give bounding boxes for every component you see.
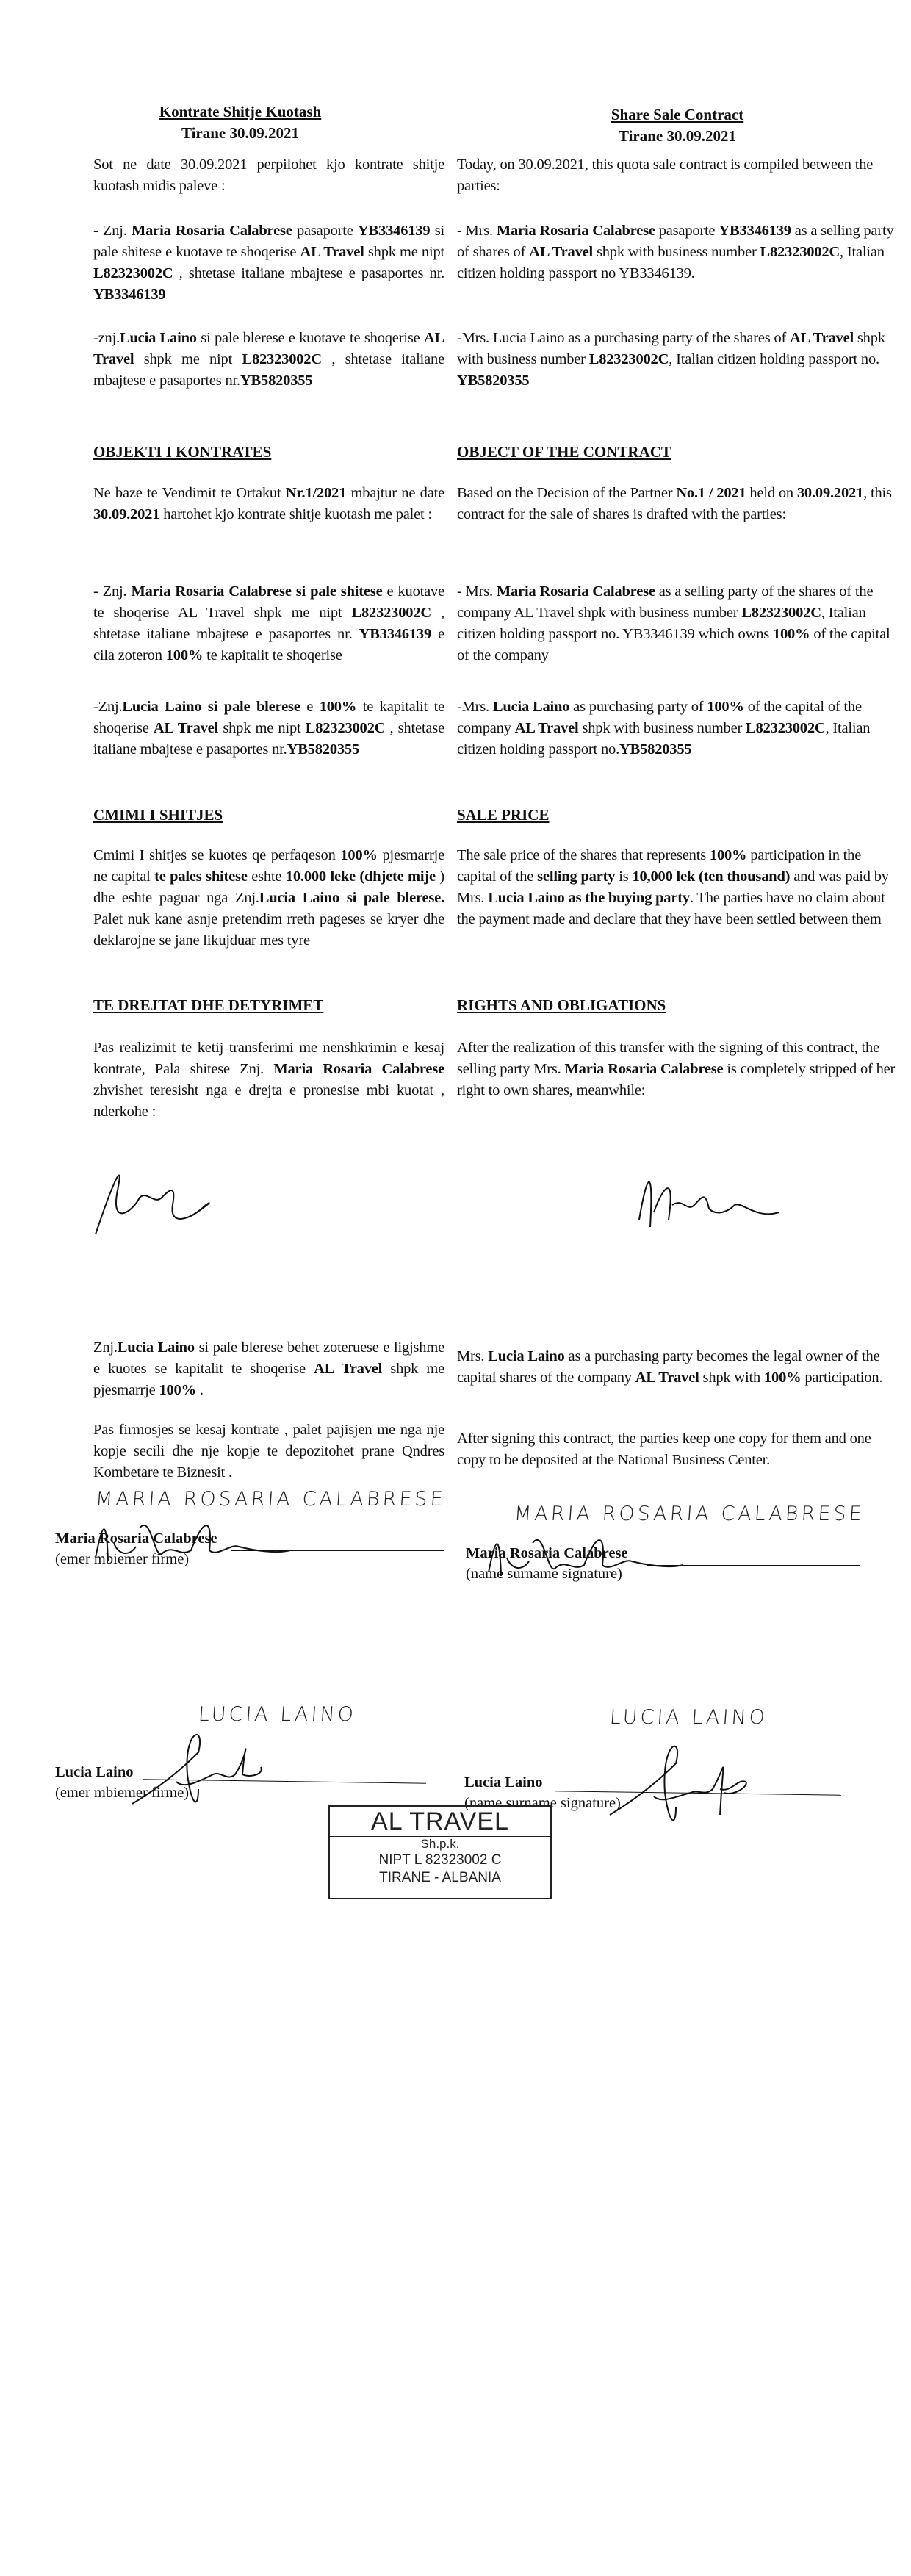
bold-text: 100% [319,699,357,715]
stamp-company-name: AL TRAVEL [371,1807,509,1835]
buyer-name-label: Lucia Laino [55,1764,134,1780]
stamp-nipt-label: NIPT [378,1852,411,1868]
text: of the capital of the company [457,699,862,736]
text: e cila zoteron [93,626,444,663]
bold-text: AL Travel [635,1370,699,1386]
bold-text: 30.09.2021 [93,506,160,522]
section-heading-price: SALE PRICE [457,806,550,824]
text: -Mrs. Lucia Laino as a purchasing party of the shares of [457,330,791,346]
bold-text: AL Travel [93,330,444,367]
bold-text: YB3346139 [719,223,791,239]
stamp-nipt [330,1852,550,1869]
bold-text: 100% [763,1370,802,1386]
bold-text: L82323002C [93,265,173,281]
stamp-company-type: Sh.p.k. [330,1836,550,1852]
bold-text: AL Travel [153,720,219,736]
seller-handwritten-name: MARIA ROSARIA CALABRESE [94,1488,447,1511]
bold-text: Maria Rosaria Calabrese si pale shitese [131,583,383,600]
text: as purchasing party of [569,699,707,715]
intro-paragraph [457,154,898,197]
bold-text: YB5820355 [240,373,313,389]
place-date: Tirane 30.09.2021 [618,127,737,145]
text: Based on the Decision of the Partner [457,485,677,501]
text: Pas realizimit te ketij transferimi me nenshkrimin e kesaj kontrate, Pala shitese Znj. [93,1040,444,1077]
buyer-caption: (emer mbiemer firme) [55,1785,190,1801]
text: si pale blerese e kuotave te shoqerise [196,330,424,346]
bold-text: 10,000 lek (ten thousand) [632,868,791,885]
seller-party-paragraph [93,220,444,306]
bold-text: Lucia Laino si pale blerese [122,699,300,715]
place-date: Tirane 30.09.2021 [181,124,300,142]
buyer-initial-signature [632,1146,808,1249]
text: of the capital of the company [457,626,890,663]
bold-text: Maria Rosaria Calabrese [564,1061,724,1077]
text: - Znj. [93,583,132,600]
bold-text: Maria Rosaria Calabrese [273,1061,444,1077]
seller-initial-signature [88,1146,235,1249]
text: shpk me nipt [218,720,306,736]
text: te kapitalit te shoqerise [93,699,444,736]
contract-title: Kontrate Shitje Kuotash [159,103,322,120]
text: participation in the capital of the [457,847,862,885]
section-heading-price: CMIMI I SHITJES [93,806,223,824]
intro-paragraph [93,154,444,197]
signature-line [647,1565,860,1566]
buyer-caption: (name surname signature) [464,1795,621,1811]
text: zhvishet teresisht nga e drejta e pronesise mbi kuotat , nderkohe : [93,1082,444,1120]
text: is completely stripped of her right to own shares, meanwhile: [457,1061,896,1098]
text: shpk with [699,1370,764,1386]
bold-text: YB5820355 [619,741,692,758]
text: , shtetase italiane mbajtese e pasaportes nr. [93,351,444,389]
text: shpk me nipt [134,351,242,367]
seller-handwritten-name: MARIA ROSARIA CALABRESE [513,1503,865,1525]
text: The sale price of the shares that represents [457,847,710,863]
text: pasaporte [292,223,358,239]
text: pasaporte [655,223,719,239]
text: e kuotave te shoqerise AL Travel shpk me nipt [93,583,444,621]
text: si pale shitese e kuotave te shoqerise [93,223,444,260]
bold-text: Lucia Laino [117,1339,195,1356]
object-intro-paragraph [93,483,444,525]
text: pjesmarrje ne capital [93,847,444,885]
object-buyer-paragraph [93,697,444,760]
bold-text: AL Travel [514,720,579,736]
text: e [300,699,320,715]
bold-text: 100% [772,626,810,642]
section-heading-object: OBJECT OF THE CONTRACT [457,443,671,461]
title-english [530,104,824,147]
bold-text: YB5820355 [287,741,360,758]
buyer-name-label: Lucia Laino [464,1774,543,1791]
seller-caption: (name surname signature) [466,1566,622,1582]
bold-text: L82323002C [741,605,821,621]
text: mbajtur ne date [346,485,444,501]
text: After the realization of this transfer with the signing of this contract, the selling party Mrs. [457,1040,879,1077]
bold-text: L82323002C [746,720,826,736]
bold-text: Maria Rosaria Calabrese [132,223,292,239]
section-heading-rights: TE DREJTAT DHE DETYRIMET [93,996,324,1014]
bold-text: 100% [707,699,744,715]
text: Palet nuk kane asnje pretendim rreth pageses se kryer dhe deklarojne se jane likujduar mes tyre [93,911,444,949]
text: After signing this contract, the parties keep one copy for them and one copy to be deposited at the National Business Center. [457,1431,871,1468]
text: is [615,868,633,885]
text: participation. [801,1370,883,1386]
buyer-handwritten-name: LUCIA LAINO [608,1706,768,1729]
bold-text: L82323002C [760,244,840,260]
text: - Mrs. [457,223,497,239]
text: shpk me nipt [364,244,444,260]
buyer-ownership-paragraph [93,1337,444,1401]
bold-text: Lucia Laino si pale blerese. [259,890,444,906]
text: -Znj. [93,699,123,715]
text: Cmimi I shitjes se kuotes qe perfaqeson [93,847,341,863]
bold-text: YB3346139 [357,223,431,239]
text: shpk me pjesmarrje [93,1361,444,1398]
bold-text: AL Travel [314,1361,383,1377]
company-stamp [328,1805,552,1899]
bold-text: Maria Rosaria Calabrese [496,223,655,239]
bold-text: 100% [709,847,747,863]
text: shpk with business number [593,244,760,260]
bold-text: 30.09.2021 [796,485,864,501]
text: Znj. [93,1339,118,1356]
seller-party-paragraph [457,220,898,284]
text: , Italian citizen holding passport no. YB3346139 which owns [457,605,866,642]
text: , Italian citizen holding passport no. [669,351,879,367]
seller-name-label: Maria Rosaria Calabrese [466,1545,628,1561]
text: as a selling party of shares of [457,223,894,260]
text: Pas firmosjes se kesaj kontrate , palet pajisjen me nga nje kopje secili dhe nje kopje te depozitohet prane Qndres Kombetare te Biznesit . [93,1422,444,1481]
text: Ne baze te Vendimit te Ortakut [93,485,286,501]
object-seller-paragraph [457,581,898,666]
copies-paragraph [457,1428,898,1471]
section-heading-rights: RIGHTS AND OBLIGATIONS [457,996,666,1014]
bold-text: 100% [340,847,378,863]
object-intro-paragraph [457,483,898,525]
stamp-nipt-value: L 82323002 C [414,1852,502,1868]
text: , Italian citizen holding passport no. [457,720,871,758]
text: Mrs. [457,1348,489,1364]
text: shpk with business number [457,330,885,367]
signature-line [231,1550,444,1551]
rights-paragraph [457,1037,898,1101]
bold-text: Lucia Laino [120,330,197,346]
buyer-ownership-paragraph [457,1346,898,1389]
bold-text: selling party [537,868,616,885]
text: as a purchasing party becomes the legal owner of the capital shares of the company [457,1348,880,1386]
text: as a selling party of the shares of the company AL Travel shpk with business number [457,583,874,621]
text: ) dhe eshte paguar nga Znj. [93,868,444,906]
text: -znj. [93,330,120,346]
bold-text: YB3346139 [93,287,166,303]
stamp-location: TIRANE - ALBANIA [379,1870,501,1885]
section-heading-object: OBJEKTI I KONTRATES [93,443,272,461]
text: Sot ne date 30.09.2021 perpilohet kjo kontrate shitje kuotash midis paleve : [93,156,444,194]
buyer-handwritten-name: LUCIA LAINO [197,1703,357,1726]
bold-text: YB3346139 [359,626,432,642]
buyer-party-paragraph [457,328,898,392]
text: , Italian citizen holding passport no YB3346139. [457,244,885,281]
title-albanian [93,101,387,144]
text: , shtetase italiane mbajtese e pasaportes nr. [93,605,444,642]
rights-paragraph [93,1037,444,1123]
bold-text: No.1 / 2021 [676,485,746,501]
text: - Znj. [93,223,132,239]
bold-text: AL Travel [529,244,594,260]
text: Today, on 30.09.2021, this quota sale contract is compiled between the parties: [457,156,874,194]
bold-text: Nr.1/2021 [285,485,347,501]
text: hartohet kjo kontrate shitje kuotash me palet : [159,506,432,522]
copies-paragraph [93,1420,444,1483]
text: . The parties have no claim about the payment made and declare that they have been settled between them [457,890,885,927]
text: , this contract for the sale of shares is drafted with the parties: [457,485,892,522]
object-seller-paragraph [93,581,444,666]
seller-caption: (emer mbiemer firme) [55,1551,190,1567]
text: shpk with business number [578,720,746,736]
buyer-signature [602,1741,764,1830]
buyer-party-paragraph [93,328,444,392]
text: si pale blerese behet zoteruese e ligjshme e kuotes se kapitalit te shoqerise [93,1339,444,1377]
bold-text: L82323002C [588,351,669,367]
bold-text: AL Travel [300,244,364,260]
bold-text: 100% [165,647,204,663]
text: , shtetase italiane mbajtese e pasaportes nr. [93,720,444,758]
bold-text: AL Travel [790,330,854,346]
bold-text: Lucia Laino [492,699,570,715]
price-paragraph [93,845,444,951]
bold-text: 100% [159,1382,196,1398]
contract-title: Share Sale Contract [611,106,744,123]
price-paragraph [457,845,898,930]
text: eshte [247,868,286,885]
bold-text: Maria Rosaria Calabrese [496,583,655,600]
text: -Mrs. [457,699,493,715]
text: - Mrs. [457,583,497,600]
bold-text: L82323002C [242,351,322,367]
bold-text: YB5820355 [457,373,530,389]
bold-text: Lucia Laino [488,1348,565,1364]
object-buyer-paragraph [457,697,898,760]
seller-name-label: Maria Rosaria Calabrese [55,1530,217,1547]
bold-text: te pales shitese [154,868,248,885]
text: . [195,1382,204,1398]
bold-text: Lucia Laino as the buying party [488,890,690,906]
bold-text: L82323002C [351,605,431,621]
text: , shtetase italiane mbajtese e pasaportes nr. [173,265,444,281]
text: and was paid by Mrs. [457,868,889,906]
text: held on [746,485,797,501]
bold-text: L82323002C [305,720,386,736]
bold-text: 10.000 leke (dhjete mije [285,868,436,885]
text: te kapitalit te shoqerise [203,647,342,663]
